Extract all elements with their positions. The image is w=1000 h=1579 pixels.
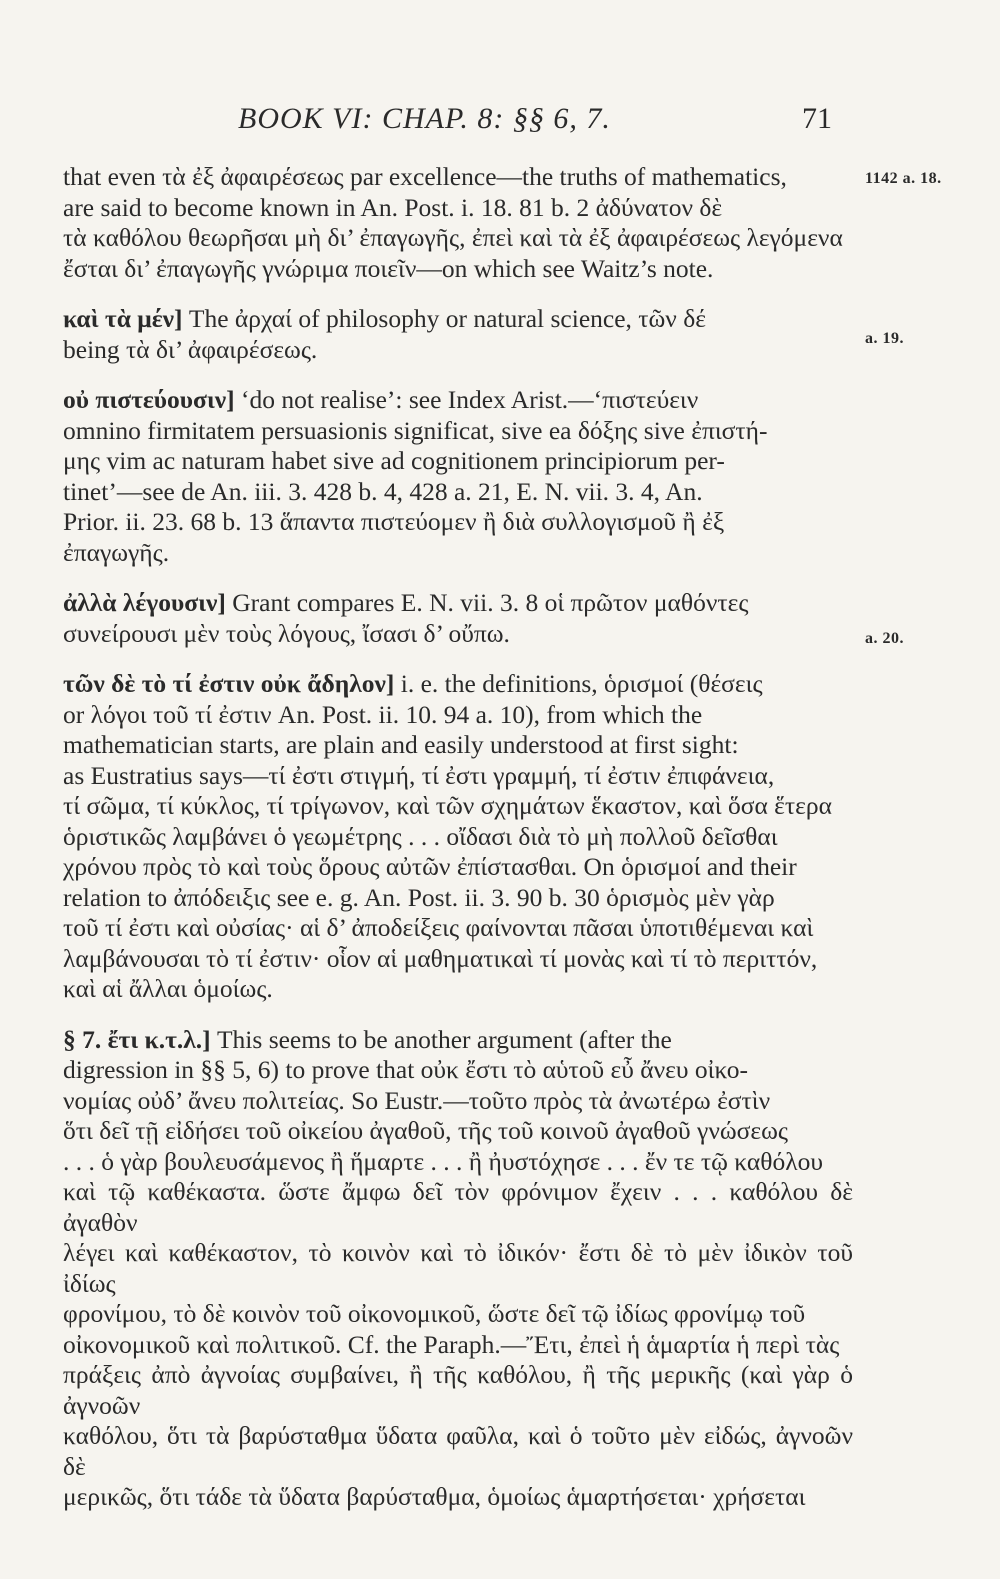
text-line: λαμβάνουσαι τὸ τί ἐστιν· οἷον αἱ μαθηματικαὶ τί μονὰς καὶ τί τὸ περιττόν, (63, 943, 818, 973)
text-line: Prior. ii. 23. 68 b. 13 ἅπαντα πιστεύομεν ἢ διὰ συλλογισμοῦ ἢ ἐξ (63, 507, 725, 536)
text-line: πράξεις ἀπὸ ἀγνοίας συμβαίνει, ἢ τῆς καθόλου, ἢ τῆς μερικῆς (καὶ γὰρ ὁ ἀγνοῶν (63, 1360, 853, 1420)
text-line: καὶ αἱ ἄλλαι ὁμοίως. (63, 974, 273, 1003)
text-line: τῶν δὲ τὸ τί ἐστιν οὐκ ἄδηλον] i. e. the definitions, ὁρισμοί (θέσεις (63, 669, 763, 698)
page-header (0, 96, 1000, 146)
text-line: τοῦ τί ἐστι καὶ οὐσίας· αἱ δ’ ἀποδείξεις φαίνονται πᾶσαι ὑποτιθέμεναι καὶ (63, 913, 814, 942)
text-line: as Eustratius says—τί ἐστι στιγμή, τί ἐστι γραμμή, τί ἐστιν ἐπιφάνεια, (63, 760, 775, 790)
marginal-reference: a. 19. (865, 330, 904, 347)
lemma: καὶ τὰ μέν] (63, 304, 183, 333)
text-line: ὅτι δεῖ τῇ εἰδήσει τοῦ οἰκείου ἀγαθοῦ, τῆς τοῦ κοινοῦ ἀγαθοῦ γνώσεως (63, 1116, 788, 1145)
text-line: οἰκονομικοῦ καὶ πολιτικοῦ. Cf. the Paraph.—Ἔτι, ἐπεὶ ἡ ἁμαρτία ἡ περὶ τὰς (63, 1329, 840, 1359)
commentary-paragraph (63, 588, 853, 649)
text-line: μης vim ac naturam habet sive ad cognitionem principiorum per- (63, 446, 725, 475)
text-line: ἔσται δι’ ἐπαγωγῆς γνώριμα ποιεῖν—on which see Waitz’s note. (63, 253, 714, 283)
text-line: relation to ἀπόδειξις see e. g. An. Post. ii. 3. 90 b. 30 ὁρισμὸς μὲν γὰρ (63, 882, 775, 912)
text-line: τὰ καθόλου θεωρῆσαι μὴ δι’ ἐπαγωγῆς, ἐπεὶ καὶ τὰ ἐξ ἀφαιρέσεως λεγόμενα (63, 223, 843, 252)
commentary-paragraph (63, 1025, 853, 1513)
text-line: omnino firmitatem persuasionis significat, sive ea δόξης sive ἐπιστή- (63, 415, 768, 445)
text-line: being τὰ δι’ ἀφαιρέσεως. (63, 334, 318, 364)
text-line: ἐπαγωγῆς. (63, 537, 170, 567)
text-line: § 7. ἔτι κ.τ.λ.] This seems to be another argument (after the (63, 1024, 672, 1054)
text-line: digression in §§ 5, 6) to prove that οὐκ ἔστι τὸ αὑτοῦ εὖ ἄνευ οἰκο- (63, 1055, 749, 1084)
commentary-paragraph (63, 669, 853, 1005)
text-line: νομίας οὐδ’ ἄνευ πολιτείας. So Eustr.—τοῦτο πρὸς τὰ ἀνωτέρω ἐστὶν (63, 1085, 771, 1115)
lemma: τῶν δὲ τὸ τί ἐστιν οὐκ ἄδηλον] (63, 669, 395, 698)
running-head: BOOK VI: CHAP. 8: §§ 6, 7. (238, 102, 611, 135)
text-line: καὶ τῷ καθέκαστα. ὥστε ἄμφω δεῖ τὸν φρόνιμον ἔχειν . . . καθόλου δὲ ἀγαθὸν (63, 1177, 853, 1237)
text-line: καθόλου, ὅτι τὰ βαρύσταθμα ὕδατα φαῦλα, καὶ ὁ τοῦτο μὲν εἰδώς, ἀγνοῶν δὲ (63, 1421, 853, 1481)
text-line: ὁριστικῶς λαμβάνει ὁ γεωμέτρης . . . οἴδασι διὰ τὸ μὴ πολλοῦ δεῖσθαι (63, 821, 778, 851)
commentary-paragraph (63, 385, 853, 568)
page-number: 71 (802, 102, 832, 135)
marginal-reference: 1142 a. 18. (865, 170, 942, 187)
text-line: μερικῶς, ὅτι τάδε τὰ ὕδατα βαρύσταθμα, ὁμοίως ἁμαρτήσεται· χρήσεται (63, 1482, 806, 1511)
commentary-paragraph (63, 162, 853, 284)
lemma: § 7. ἔτι κ.τ.λ.] (63, 1024, 211, 1054)
text-line: συνείρουσι μὲν τοὺς λόγους, ἴσασι δ’ οὔπω. (63, 618, 510, 648)
text-line: . . . ὁ γὰρ βουλευσάμενος ἢ ἥμαρτε . . . ἢ ἠυστόχησε . . . ἔν τε τῷ καθόλου (63, 1146, 823, 1176)
text-line: λέγει καὶ καθέκαστον, τὸ κοινὸν καὶ τὸ ἰδικόν· ἔστι δὲ τὸ μὲν ἰδικὸν τοῦ ἰδίως (63, 1238, 853, 1298)
text-line: are said to become known in An. Post. i. 18. 81 b. 2 ἀδύνατον δὲ (63, 192, 723, 222)
text-line: that even τὰ ἐξ ἀφαιρέσεως par excellence—the truths of mathematics, (63, 162, 787, 191)
text-line: mathematician starts, are plain and easily understood at first sight: (63, 730, 739, 759)
text-line: tinet’—see de An. iii. 3. 428 b. 4, 428 a. 21, E. N. vii. 3. 4, An. (63, 476, 703, 506)
text-line: οὐ πιστεύουσιν] ‘do not realise’: see Index Arist.—‘πιστεύειν (63, 385, 699, 414)
lemma: οὐ πιστεύουσιν] (63, 385, 235, 414)
text-line: τί σῶμα, τί κύκλος, τί τρίγωνον, καὶ τῶν σχημάτων ἕκαστον, καὶ ὅσα ἕτερα (63, 791, 832, 820)
text-line: καὶ τὰ μέν] The ἀρχαί of philosophy or natural science, τῶν δέ (63, 304, 706, 333)
marginal-reference: a. 20. (865, 630, 904, 647)
text-line: or λόγοι τοῦ τί ἐστιν An. Post. ii. 10. 94 a. 10), from which the (63, 699, 703, 729)
lemma: ἀλλὰ λέγουσιν] (63, 588, 226, 617)
text-line: ἀλλὰ λέγουσιν] Grant compares E. N. vii. 3. 8 οἱ πρῶτον μαθόντες (63, 588, 749, 617)
text-line: χρόνου πρὸς τὸ καὶ τοὺς ὅρους αὐτῶν ἐπίστασθαι. On ὁρισμοί and their (63, 852, 797, 881)
text-line: φρονίμου, τὸ δὲ κοινὸν τοῦ οἰκονομικοῦ, ὥστε δεῖ τῷ ἰδίως φρονίμῳ τοῦ (63, 1299, 806, 1328)
commentary-paragraph (63, 304, 853, 365)
commentary-body (63, 162, 853, 1533)
